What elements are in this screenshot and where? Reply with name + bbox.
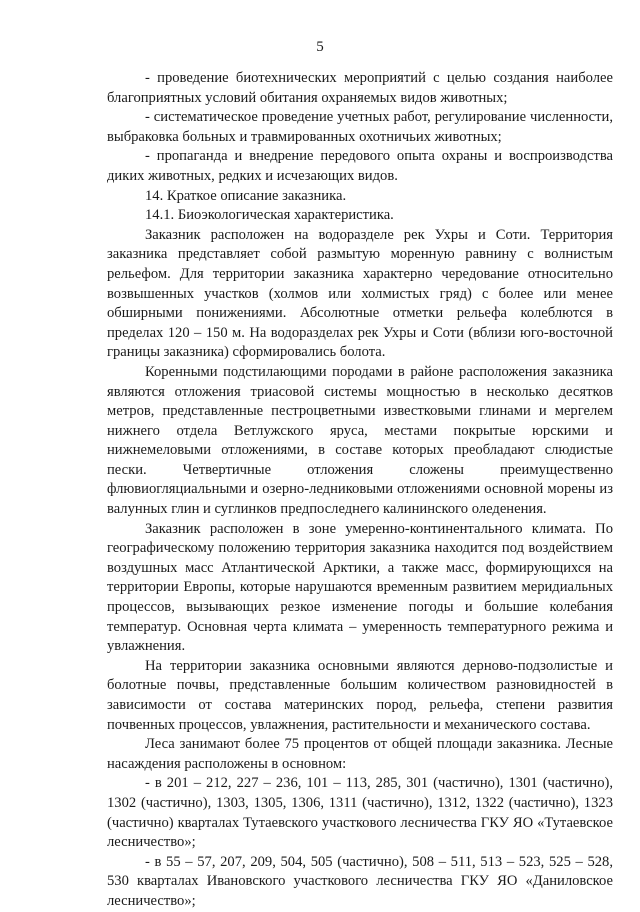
- page-number: 5: [316, 39, 324, 55]
- section-heading: 14. Краткое описание заказника.: [145, 187, 347, 204]
- document-body: [107, 69, 613, 912]
- paragraph: Заказник расположен на водоразделе рек Ухры и Соти. Территория заказника представляет собой размытую моренную равнину с волнистым рельефом. Для территории заказника характерно чередование относительно возвышенных участков (холмов или холмистых гряд) с более или менее обширными понижениями. Абсолютные отметки рельефа колеблются в пределах 120 – 150 м. На водоразделах рек Ухры и Соти (вблизи юго-восточной границы заказника) сформировались болота.: [107, 226, 613, 361]
- paragraph: - проведение биотехнических мероприятий с целью создания наиболее благоприятных условий обитания охраняемых видов животных;: [107, 70, 613, 106]
- paragraph: - систематическое проведение учетных работ, регулирование численности, выбраковка больных и травмированных охотничьих животных;: [107, 109, 613, 145]
- paragraph: Заказник расположен в зоне умеренно-континентального климата. По географическому положению территория заказника находится под воздействием воздушных масс Атлантической Арктики, а также масс, формирующихся на территории Европы, которые нарушаются временным развитием меридиальных процессов, вызывающих резкое изменение погоды и большие колебания температур. Основная черта климата – умеренность температурного режима и увлажнения.: [107, 520, 613, 655]
- list-item: - в 55 – 57, 207, 209, 504, 505 (частично), 508 – 511, 513 – 523, 525 – 528, 530 кварталах Ивановского участкового лесничества ГКУ ЯО «Даниловское лесничество»;: [107, 853, 613, 909]
- paragraph: Коренными подстилающими породами в районе расположения заказника являются отложения триасовой системы мощностью в несколько десятков метров, представленные пестроцветными известковыми глинами и мергелем нижнего отдела Ветлужского яруса, местами покрытые юрскими и нижнемеловыми отложениями, в составе которых преобладают слюдистые пески. Четвертичные отложения сложены преимущественно флювиогляциальными и озерно-ледниковыми отложениями основной морены из валунных глин и суглинков предпоследнего калининского оледенения.: [107, 363, 613, 518]
- paragraph: - пропаганда и внедрение передового опыта охраны и воспроизводства диких животных, редких и исчезающих видов.: [107, 148, 613, 184]
- paragraph: Леса занимают более 75 процентов от общей площади заказника. Лесные насаждения расположены в основном:: [107, 736, 613, 772]
- paragraph: На территории заказника основными являются дерново-подзолистые и болотные почвы, представленные большим количеством разновидностей в зависимости от состава материнских пород, рельефа, степени развития почвенных процессов, увлажнения, растительности и механического состава.: [107, 657, 613, 733]
- list-item: - в 201 – 212, 227 – 236, 101 – 113, 285, 301 (частично), 1301 (частично), 1302 (частично), 1303, 1305, 1306, 1311 (частично), 1312, 1322 (частично), 1323 (частично) кварталах Тутаевского участкового лесничества ГКУ ЯО «Тутаевское лесничество»;: [107, 775, 613, 851]
- subsection-heading: 14.1. Биоэкологическая характеристика.: [145, 207, 394, 224]
